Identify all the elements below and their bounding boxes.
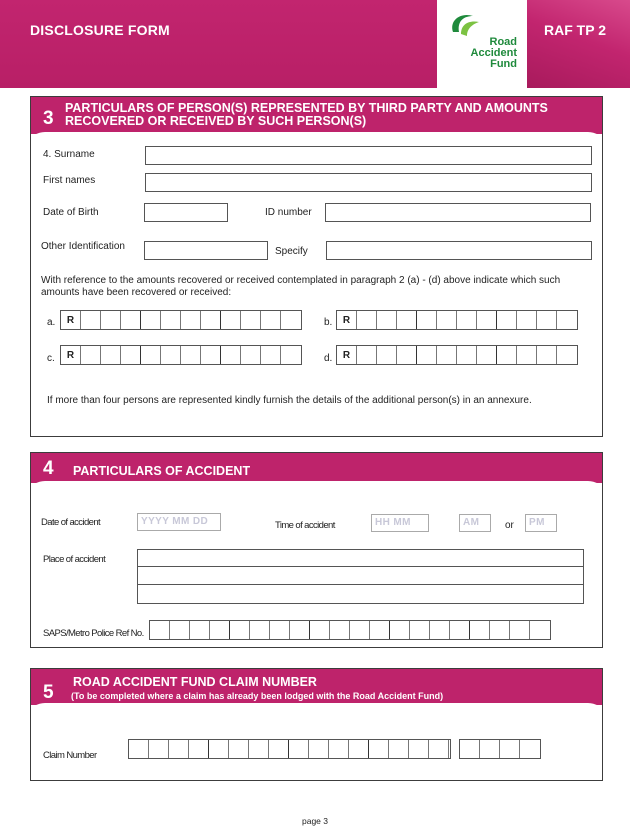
digit-cell[interactable] <box>81 311 101 329</box>
digit-cell[interactable] <box>241 346 261 364</box>
saps-ref-label: SAPS/Metro Police Ref No. <box>43 628 144 639</box>
raf-logo <box>437 0 527 88</box>
digit-cell[interactable] <box>329 740 349 758</box>
amount-d-input[interactable] <box>336 345 578 365</box>
digit-cell[interactable] <box>210 621 230 639</box>
page-number: page 3 <box>302 816 328 826</box>
logo-word-road: Road <box>489 36 517 48</box>
digit-cell[interactable] <box>81 346 101 364</box>
digit-cell[interactable] <box>430 621 450 639</box>
claim-number-input-suffix[interactable] <box>459 739 541 759</box>
digit-cell[interactable] <box>350 621 370 639</box>
date-of-accident-label: Date of accident <box>41 517 101 528</box>
form-code: RAF TP 2 <box>544 22 606 38</box>
section-3-number: 3 <box>43 108 54 129</box>
digit-cell[interactable] <box>370 621 390 639</box>
logo-word-fund: Fund <box>490 58 517 70</box>
digit-cell[interactable] <box>497 346 517 364</box>
digit-cell[interactable] <box>181 346 201 364</box>
digit-cell[interactable] <box>281 346 301 364</box>
amount-a-letter: a. <box>47 317 56 328</box>
section-3-header <box>31 97 602 134</box>
digit-cell[interactable] <box>417 346 437 364</box>
digit-cell[interactable] <box>500 740 520 758</box>
digit-cell[interactable] <box>249 740 269 758</box>
digit-cell[interactable] <box>517 311 537 329</box>
digit-cell[interactable] <box>557 346 577 364</box>
amount-c-letter: c. <box>47 353 55 364</box>
saps-ref-input[interactable] <box>149 620 551 640</box>
digit-cell[interactable] <box>169 740 189 758</box>
digit-cell[interactable] <box>490 621 510 639</box>
digit-cell[interactable] <box>209 740 229 758</box>
digit-cell[interactable] <box>409 740 429 758</box>
digit-cell[interactable] <box>477 346 497 364</box>
digit-cell[interactable] <box>437 311 457 329</box>
other-id-label: Other Identification <box>41 241 125 252</box>
first-names-field[interactable] <box>145 173 592 192</box>
digit-cell[interactable] <box>397 346 417 364</box>
specify-label: Specify <box>275 246 308 257</box>
currency-r: R <box>61 346 81 364</box>
digit-cell[interactable] <box>369 740 389 758</box>
claim-number-label: Claim Number <box>43 750 97 761</box>
section-5-title: ROAD ACCIDENT FUND CLAIM NUMBER <box>73 675 317 689</box>
surname-label: 4. Surname <box>43 149 95 160</box>
digit-cell[interactable] <box>397 311 417 329</box>
currency-r: R <box>61 311 81 329</box>
digit-cell[interactable] <box>557 311 577 329</box>
amount-c-input[interactable] <box>60 345 302 365</box>
digit-cell[interactable] <box>377 346 397 364</box>
header-code-panel <box>527 0 630 88</box>
place-of-accident-line-3[interactable] <box>137 585 584 604</box>
digit-cell[interactable] <box>477 311 497 329</box>
place-of-accident-label: Place of accident <box>43 554 106 565</box>
digit-cell[interactable] <box>470 621 490 639</box>
amounts-instruction: With reference to the amounts recovered or received contemplated in paragraph 2 (a) - (d) above indicate which such amounts have been recovered or received: <box>41 275 561 298</box>
digit-cell[interactable] <box>229 740 249 758</box>
digit-cell[interactable] <box>517 346 537 364</box>
section-4-accident <box>30 452 603 648</box>
amount-a-input[interactable] <box>60 310 302 330</box>
currency-r: R <box>337 311 357 329</box>
currency-r: R <box>337 346 357 364</box>
digit-cell[interactable] <box>449 740 450 758</box>
first-names-label: First names <box>43 175 96 186</box>
digit-cell[interactable] <box>530 621 550 639</box>
logo-word-accident: Accident <box>470 47 517 59</box>
amount-b-letter: b. <box>324 317 333 328</box>
header-banner <box>0 0 437 88</box>
digit-cell[interactable] <box>480 740 500 758</box>
digit-cell[interactable] <box>290 621 310 639</box>
digit-cell[interactable] <box>241 311 261 329</box>
digit-cell[interactable] <box>450 621 470 639</box>
digit-cell[interactable] <box>221 346 241 364</box>
digit-cell[interactable] <box>309 740 329 758</box>
section-5-subtitle: (To be completed where a claim has already been lodged with the Road Accident Fund) <box>71 691 444 701</box>
section-5-number: 5 <box>43 682 54 703</box>
digit-cell[interactable] <box>497 311 517 329</box>
digit-cell[interactable] <box>357 311 377 329</box>
digit-cell[interactable] <box>390 621 410 639</box>
section-5-header <box>31 669 602 705</box>
section-4-number: 4 <box>43 458 54 479</box>
digit-cell[interactable] <box>161 311 181 329</box>
dob-label: Date of Birth <box>43 207 99 218</box>
digit-cell[interactable] <box>429 740 449 758</box>
digit-cell[interactable] <box>389 740 409 758</box>
date-of-accident-field[interactable]: YYYY MM DD <box>137 513 221 531</box>
digit-cell[interactable] <box>121 346 141 364</box>
surname-field[interactable] <box>145 146 592 165</box>
digit-cell[interactable] <box>101 346 121 364</box>
digit-cell[interactable] <box>190 621 210 639</box>
digit-cell[interactable] <box>330 621 350 639</box>
id-number-label: ID number <box>265 207 312 218</box>
section-3-represented-persons <box>30 96 603 437</box>
digit-cell[interactable] <box>150 621 170 639</box>
logo-wordmark <box>461 37 517 70</box>
digit-cell[interactable] <box>460 740 480 758</box>
amount-d-letter: d. <box>324 353 333 364</box>
digit-cell[interactable] <box>250 621 270 639</box>
digit-cell[interactable] <box>261 346 281 364</box>
digit-cell[interactable] <box>101 311 121 329</box>
specify-field[interactable] <box>326 241 592 260</box>
time-of-accident-label: Time of accident <box>275 520 335 531</box>
digit-cell[interactable] <box>141 311 161 329</box>
digit-cell[interactable] <box>161 346 181 364</box>
digit-cell[interactable] <box>149 740 169 758</box>
section-5-claim-number <box>30 668 603 781</box>
digit-cell[interactable] <box>417 311 437 329</box>
other-id-field[interactable] <box>144 241 268 260</box>
digit-cell[interactable] <box>181 311 201 329</box>
digit-cell[interactable] <box>510 621 530 639</box>
claim-number-input[interactable] <box>128 739 451 759</box>
place-of-accident-line-2[interactable] <box>137 567 584 585</box>
time-of-accident-field[interactable]: HH MM <box>371 514 429 532</box>
am-field[interactable]: AM <box>459 514 491 532</box>
place-of-accident-line-1[interactable] <box>137 549 584 567</box>
digit-cell[interactable] <box>457 311 477 329</box>
digit-cell[interactable] <box>121 311 141 329</box>
digit-cell[interactable] <box>520 740 540 758</box>
section-3-title-line2: RECOVERED OR RECEIVED BY SUCH PERSON(S) <box>65 114 367 128</box>
digit-cell[interactable] <box>281 311 301 329</box>
digit-cell[interactable] <box>289 740 309 758</box>
digit-cell[interactable] <box>201 346 221 364</box>
or-label: or <box>505 520 514 531</box>
page-header <box>0 0 630 88</box>
digit-cell[interactable] <box>310 621 330 639</box>
digit-cell[interactable] <box>261 311 281 329</box>
digit-cell[interactable] <box>221 311 241 329</box>
digit-cell[interactable] <box>230 621 250 639</box>
digit-cell[interactable] <box>269 740 289 758</box>
id-number-field[interactable] <box>325 203 591 222</box>
annexure-note: If more than four persons are represented kindly furnish the details of the additional person(s) in an annexure. <box>47 395 532 406</box>
digit-cell[interactable] <box>410 621 430 639</box>
digit-cell[interactable] <box>357 346 377 364</box>
section-3-title-line1: PARTICULARS OF PERSON(S) REPRESENTED BY THIRD PARTY AND AMOUNTS <box>65 101 548 115</box>
section-4-header <box>31 453 602 483</box>
digit-cell[interactable] <box>437 346 457 364</box>
amount-b-input[interactable] <box>336 310 578 330</box>
digit-cell[interactable] <box>201 311 221 329</box>
digit-cell[interactable] <box>170 621 190 639</box>
digit-cell[interactable] <box>141 346 161 364</box>
dob-field[interactable] <box>144 203 228 222</box>
digit-cell[interactable] <box>189 740 209 758</box>
digit-cell[interactable] <box>457 346 477 364</box>
digit-cell[interactable] <box>537 346 557 364</box>
digit-cell[interactable] <box>270 621 290 639</box>
digit-cell[interactable] <box>537 311 557 329</box>
pm-field[interactable]: PM <box>525 514 557 532</box>
form-title: DISCLOSURE FORM <box>30 22 170 38</box>
digit-cell[interactable] <box>349 740 369 758</box>
digit-cell[interactable] <box>129 740 149 758</box>
section-4-title: PARTICULARS OF ACCIDENT <box>73 464 251 478</box>
digit-cell[interactable] <box>377 311 397 329</box>
